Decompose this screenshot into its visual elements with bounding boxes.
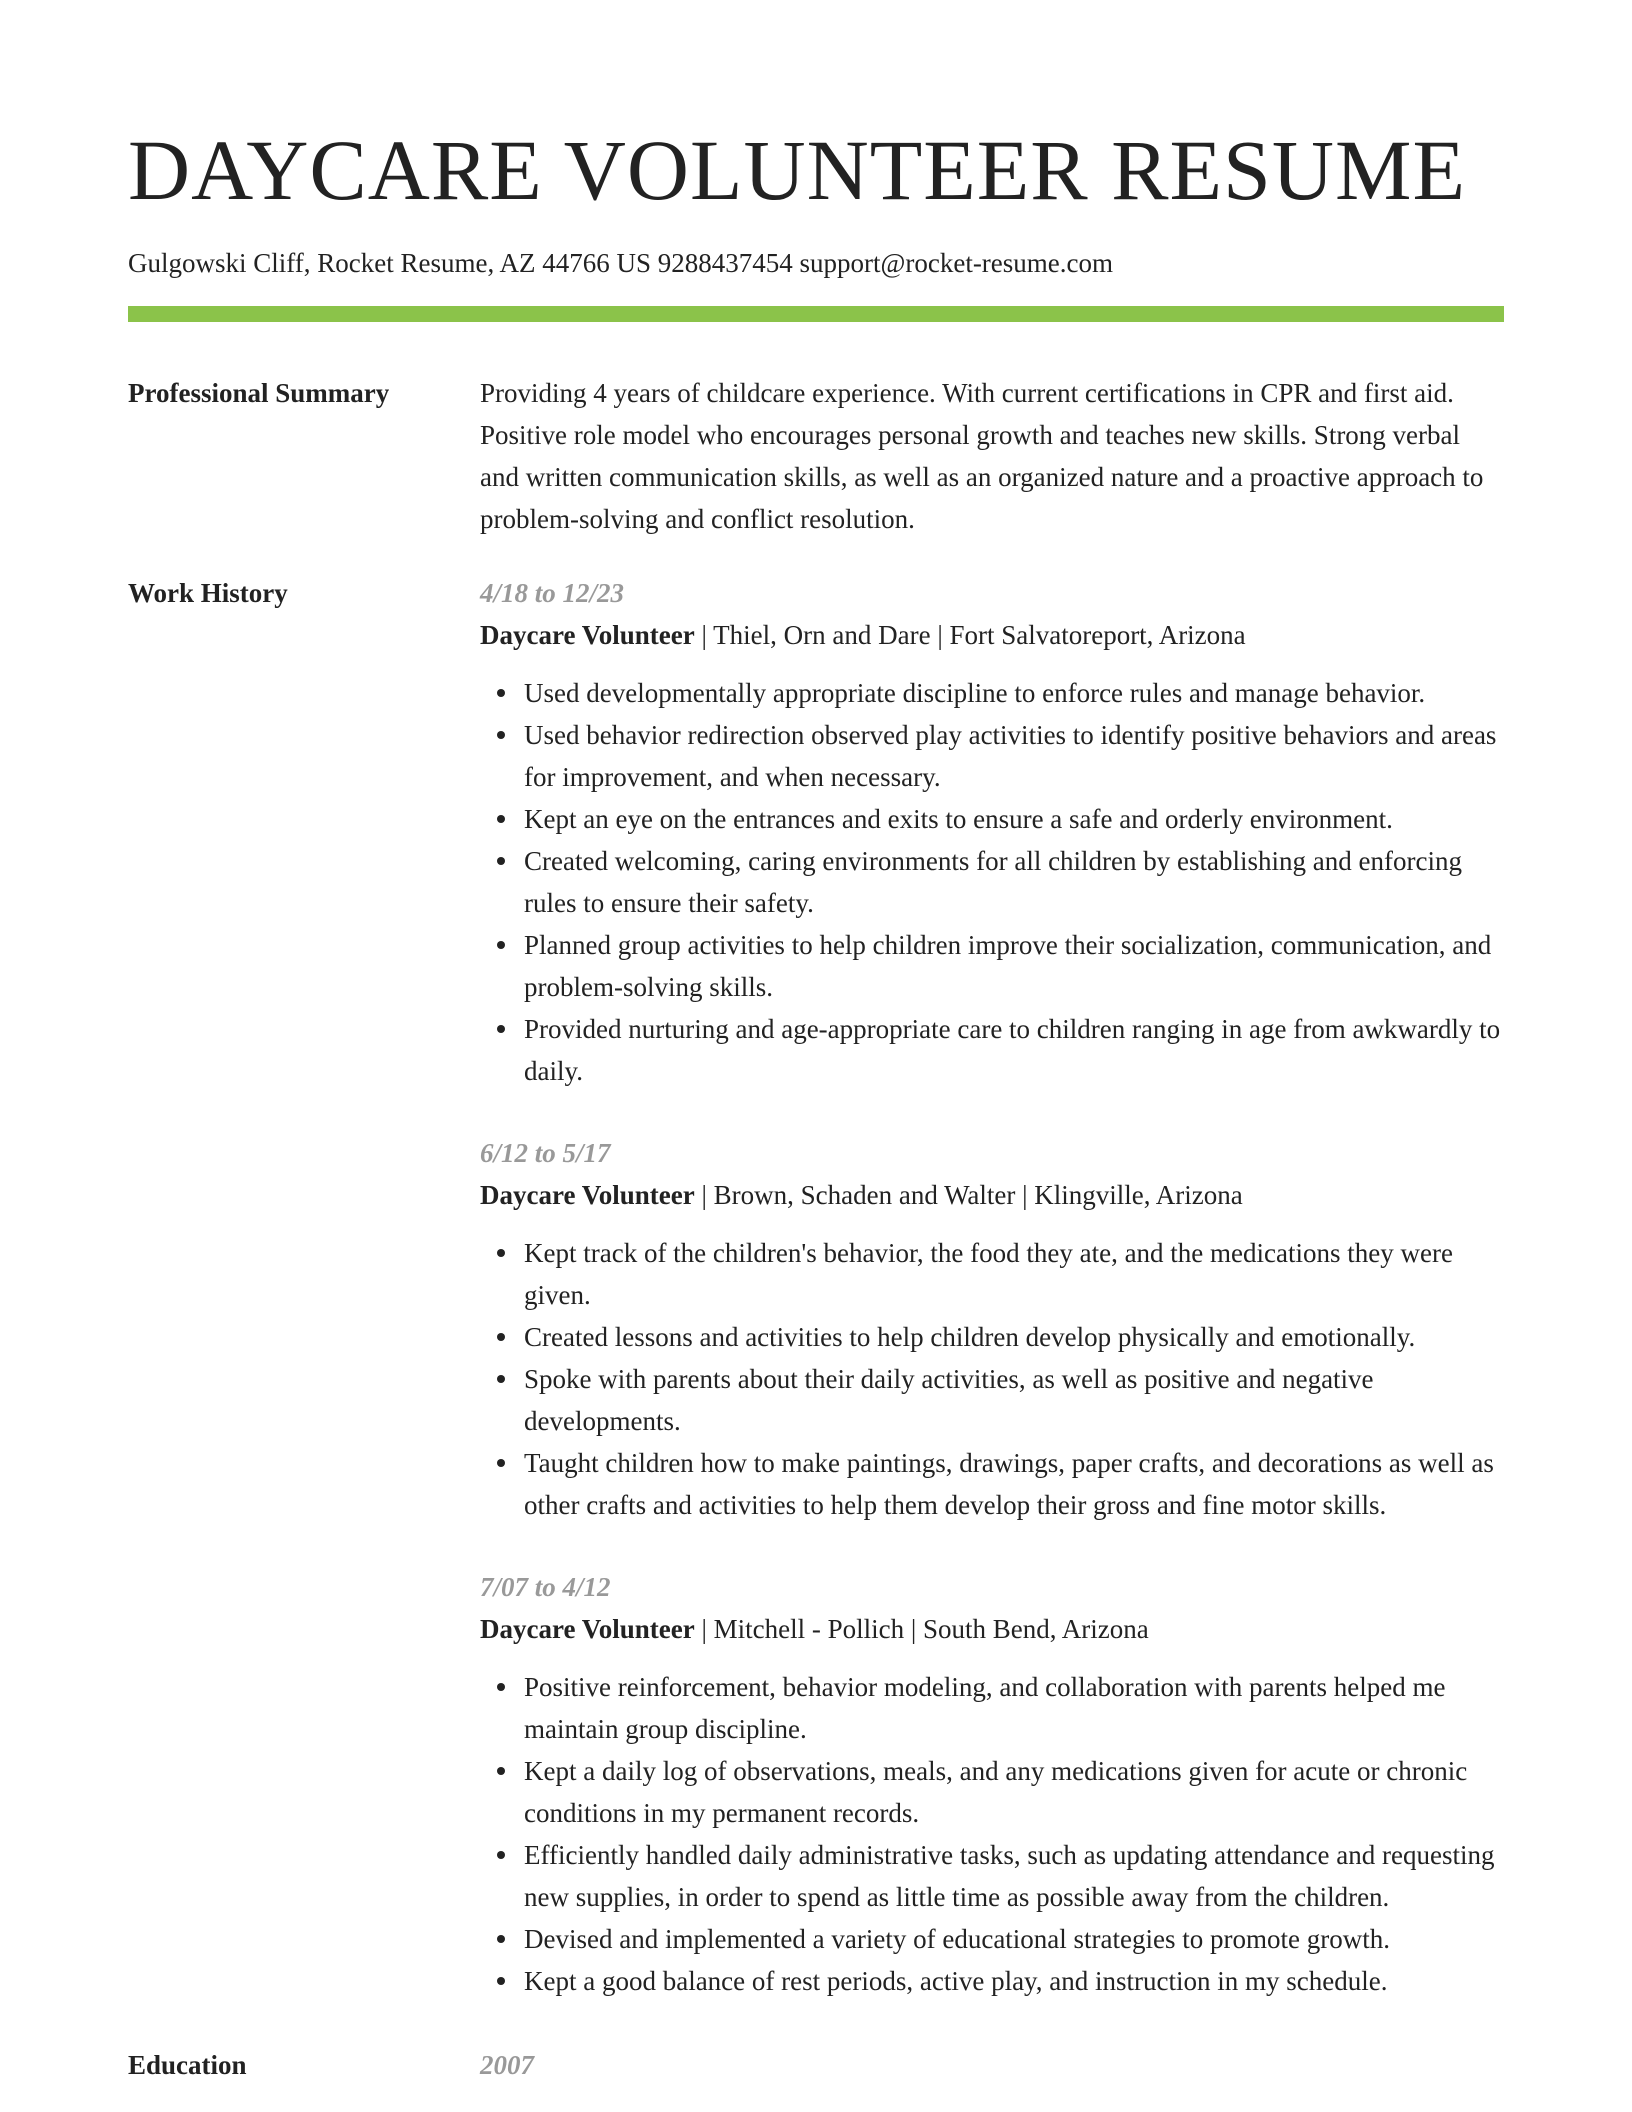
summary-section [128,372,1504,540]
job-bullet-item [524,1666,1504,1750]
job-title: Daycare Volunteer [480,620,695,650]
job-bullet-text: Efficiently handled daily administrative tasks, such as updating attendance and requesting new supplies, in order to spend as little time as possible away from the children. [524,1840,1495,1912]
job-bullet-item [524,1316,1504,1358]
job-bullet-item [524,1008,1504,1092]
work-history-heading: Work History [128,578,288,608]
job-title: Daycare Volunteer [480,1614,695,1644]
job-title: Daycare Volunteer [480,1180,695,1210]
contact-line: Gulgowski Cliff, Rocket Resume, AZ 44766 US 9288437454 support@rocket-resume.com [128,248,1114,278]
education-heading: Education [128,2050,247,2080]
job-bullet-text: Created welcoming, caring environments for all children by establishing and enforcing rules to ensure their safety. [524,846,1462,918]
job-bullet-item [524,1750,1504,1834]
job-bullet-text: Positive reinforcement, behavior modeling, and collaboration with parents helped me maintain group discipline. [524,1672,1446,1744]
job-bullet-item [524,1232,1504,1316]
job-bullet-text: Used developmentally appropriate discipline to enforce rules and manage behavior. [524,678,1426,708]
job-bullet-text: Spoke with parents about their daily activities, as well as positive and negative developments. [524,1364,1374,1436]
summary-text: Providing 4 years of childcare experience. With current certifications in CPR and first aid. Positive role model who encourages personal growth and teaches new skills. Strong verbal and written communication skills, as well as an organized nature and a proactive approach to problem-solving and conflict resolution. [480,378,1484,534]
job-bullet-item [524,1442,1504,1526]
job-bullet-item [524,1960,1504,2002]
bullet-dot-icon [497,1977,505,1985]
bullet-dot-icon [497,1249,505,1257]
job-heading-line [480,1174,1504,1216]
bullet-dot-icon [497,941,505,949]
bullet-dot-icon [497,731,505,739]
work-history-body [480,572,1504,2002]
bullet-dot-icon [497,857,505,865]
accent-divider [128,306,1504,322]
job-bullet-item [524,1918,1504,1960]
job-employer-location: | Mitchell - Pollich | South Bend, Arizona [694,1614,1149,1644]
job-bullet-text: Kept an eye on the entrances and exits to ensure a safe and orderly environment. [524,804,1393,834]
job-bullet-text: Planned group activities to help children improve their socialization, communication, and problem-solving skills. [524,930,1492,1002]
bullet-dot-icon [497,689,505,697]
bullet-dot-icon [497,1333,505,1341]
job-bullet-list [480,1232,1504,1526]
job-employer-location: | Brown, Schaden and Walter | Klingville, Arizona [694,1180,1243,1210]
education-body [480,2044,1504,2086]
bullet-dot-icon [497,1683,505,1691]
job-bullet-text: Kept track of the children's behavior, the food they ate, and the medications they were given. [524,1238,1453,1310]
job-bullet-item [524,840,1504,924]
job-bullet-item [524,924,1504,1008]
work-history-section [128,572,1504,2002]
job-bullet-text: Devised and implemented a variety of educational strategies to promote growth. [524,1924,1390,1954]
job-employer-location: | Thiel, Orn and Dare | Fort Salvatoreport, Arizona [694,620,1246,650]
job-dates: 6/12 to 5/17 [480,1138,611,1168]
bullet-dot-icon [497,1375,505,1383]
job-bullet-text: Taught children how to make paintings, drawings, paper crafts, and decorations as well as other crafts and activities to help them develop their gross and fine motor skills. [524,1448,1494,1520]
job-bullet-list [480,1666,1504,2002]
job-dates: 7/07 to 4/12 [480,1572,611,1602]
job-bullet-text: Kept a good balance of rest periods, active play, and instruction in my schedule. [524,1966,1388,1996]
job-entry [480,1566,1504,2002]
job-bullet-text: Created lessons and activities to help children develop physically and emotionally. [524,1322,1416,1352]
job-heading-line [480,1608,1504,1650]
education-year: 2007 [480,2050,534,2080]
bullet-dot-icon [497,815,505,823]
bullet-dot-icon [497,1025,505,1033]
bullet-dot-icon [497,1935,505,1943]
job-bullet-text: Used behavior redirection observed play activities to identify positive behaviors and areas for improvement, and when necessary. [524,720,1497,792]
job-bullet-item [524,672,1504,714]
job-heading-line [480,614,1504,656]
bullet-dot-icon [497,1851,505,1859]
job-entry [480,1132,1504,1526]
job-bullet-list [480,672,1504,1092]
resume-title: DAYCARE VOLUNTEER RESUME [128,122,1466,218]
education-section [128,2044,1504,2086]
bullet-dot-icon [497,1767,505,1775]
job-bullet-item [524,1834,1504,1918]
resume-page [128,0,1504,2086]
job-bullet-text: Provided nurturing and age-appropriate care to children ranging in age from awkwardly to daily. [524,1014,1501,1086]
summary-body [480,372,1504,540]
bullet-dot-icon [497,1459,505,1467]
job-dates: 4/18 to 12/23 [480,578,625,608]
summary-heading: Professional Summary [128,378,390,408]
job-bullet-item [524,798,1504,840]
job-bullet-text: Kept a daily log of observations, meals, and any medications given for acute or chronic conditions in my permanent records. [524,1756,1468,1828]
job-bullet-item [524,1358,1504,1442]
job-bullet-item [524,714,1504,798]
job-entry [480,572,1504,1092]
